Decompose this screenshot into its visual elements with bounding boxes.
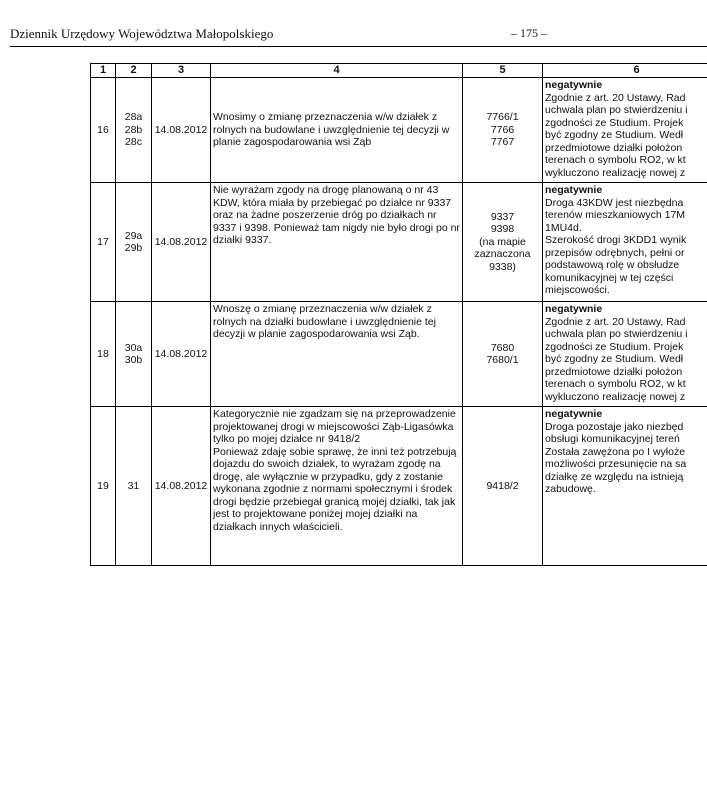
page-header xyxy=(10,26,707,47)
plot-ids: 31 xyxy=(116,407,152,566)
column-header: 1 xyxy=(91,64,116,78)
justification-text: Droga 43KDW jest niezbędna terenów mieszkaniowych 17M 1MU4d. Szerokość drogi 3KDD1 wynik przepisów odrębnych, pełni or podstawową rolę w obsłudze komunikacyjnej w tej części miejscowości. xyxy=(545,196,687,296)
request-text: Wnosimy o zmianę przeznaczenia w/w działek z rolnych na budowlane i uwzględnienie tej decyzji w planie zagospodarowania wsi Ząb xyxy=(211,78,463,183)
comments-table xyxy=(90,63,707,566)
row-number: 16 xyxy=(91,78,116,183)
table-header-row xyxy=(91,64,707,78)
column-header: 5 xyxy=(463,64,543,78)
verdict-label: negatywnie xyxy=(545,408,603,420)
resolution-cell xyxy=(543,183,707,302)
verdict-label: negatywnie xyxy=(545,303,603,315)
resolution-cell xyxy=(543,302,707,407)
justification-text: Zgodnie z art. 20 Ustawy, Rad uchwala plan po stwierdzeniu i zgodności ze Studium. Projek być zgodny ze Studium. Wedł przedmiotowe działki położon terenach o symbolu RO2, w kt wykluczono realizację nowej z xyxy=(545,91,688,179)
parcel-numbers: 7766/1 7766 7767 xyxy=(463,78,543,183)
verdict-label: negatywnie xyxy=(545,184,603,196)
request-text: Nie wyrażam zgody na drogę planowaną o nr 43 KDW, która miała by przebiegać po działce nr 9337 oraz na żadne poszerzenie dróg po działkach nr 9337 i 9398. Ponieważ tam nigdy nie było drogi po nr działki 9337. xyxy=(211,183,463,302)
table-row xyxy=(91,407,707,566)
column-header: 4 xyxy=(211,64,463,78)
column-header: 6 xyxy=(543,64,707,78)
column-header: 2 xyxy=(116,64,152,78)
verdict-label: negatywnie xyxy=(545,79,603,91)
parcel-numbers: 9337 9398 (na mapie zaznaczona 9338) xyxy=(463,183,543,302)
submission-date: 14.08.2012 xyxy=(152,302,211,407)
page-number: – 175 – xyxy=(511,26,547,40)
request-text: Wnoszę o zmianę przeznaczenia w/w działek z rolnych na działki budowlane i uwzględnienie tej decyzji w planie zagospodarowania wsi Ząb. xyxy=(211,302,463,407)
request-text: Kategorycznie nie zgadzam się na przeprowadzenie projektowanej drogi w miejscowości Ząb-Ligasówka tylko po mojej działce nr 9418/2 Ponieważ zdaję sobie sprawę, że inni też potrzebują dojazdu do swoich działek, to wyrażam zgodę na drogę, ale wyłącznie w przypadku, gdy z zostanie wykonana zgodnie z normami społecznymi i środek drogi będzie przebiegał granicą mojej działki, tak jak jest to projektowane poniżej mojej działki na działkach innych właścicieli. xyxy=(211,407,463,566)
justification-text: Zgodnie z art. 20 Ustawy, Rad uchwala plan po stwierdzeniu i zgodności ze Studium. Projek być zgodny ze Studium. Wedł przedmiotowe działki położon terenach o symbolu RO2, w kt wykluczono realizację nowej z xyxy=(545,315,688,403)
resolution-cell xyxy=(543,407,707,566)
submission-date: 14.08.2012 xyxy=(152,407,211,566)
parcel-numbers: 9418/2 xyxy=(463,407,543,566)
table-row xyxy=(91,183,707,302)
comments-table-wrapper xyxy=(90,63,707,568)
journal-title: Dziennik Urzędowy Województwa Małopolskiego xyxy=(10,26,274,41)
row-number: 17 xyxy=(91,183,116,302)
justification-text: Droga pozostaje jako niezbęd obsługi komunikacyjnej tereń Została zawężona po I wyłoże możliwości przesunięcie na sa działkę ze względu na istnieją zabudowę. xyxy=(545,420,687,495)
table-row xyxy=(91,302,707,407)
row-number: 18 xyxy=(91,302,116,407)
parcel-numbers: 7680 7680/1 xyxy=(463,302,543,407)
row-number: 19 xyxy=(91,407,116,566)
submission-date: 14.08.2012 xyxy=(152,183,211,302)
submission-date: 14.08.2012 xyxy=(152,78,211,183)
plot-ids: 30a 30b xyxy=(116,302,152,407)
column-header: 3 xyxy=(152,64,211,78)
plot-ids: 28a 28b 28c xyxy=(116,78,152,183)
plot-ids: 29a 29b xyxy=(116,183,152,302)
resolution-cell xyxy=(543,78,707,183)
table-row xyxy=(91,78,707,183)
